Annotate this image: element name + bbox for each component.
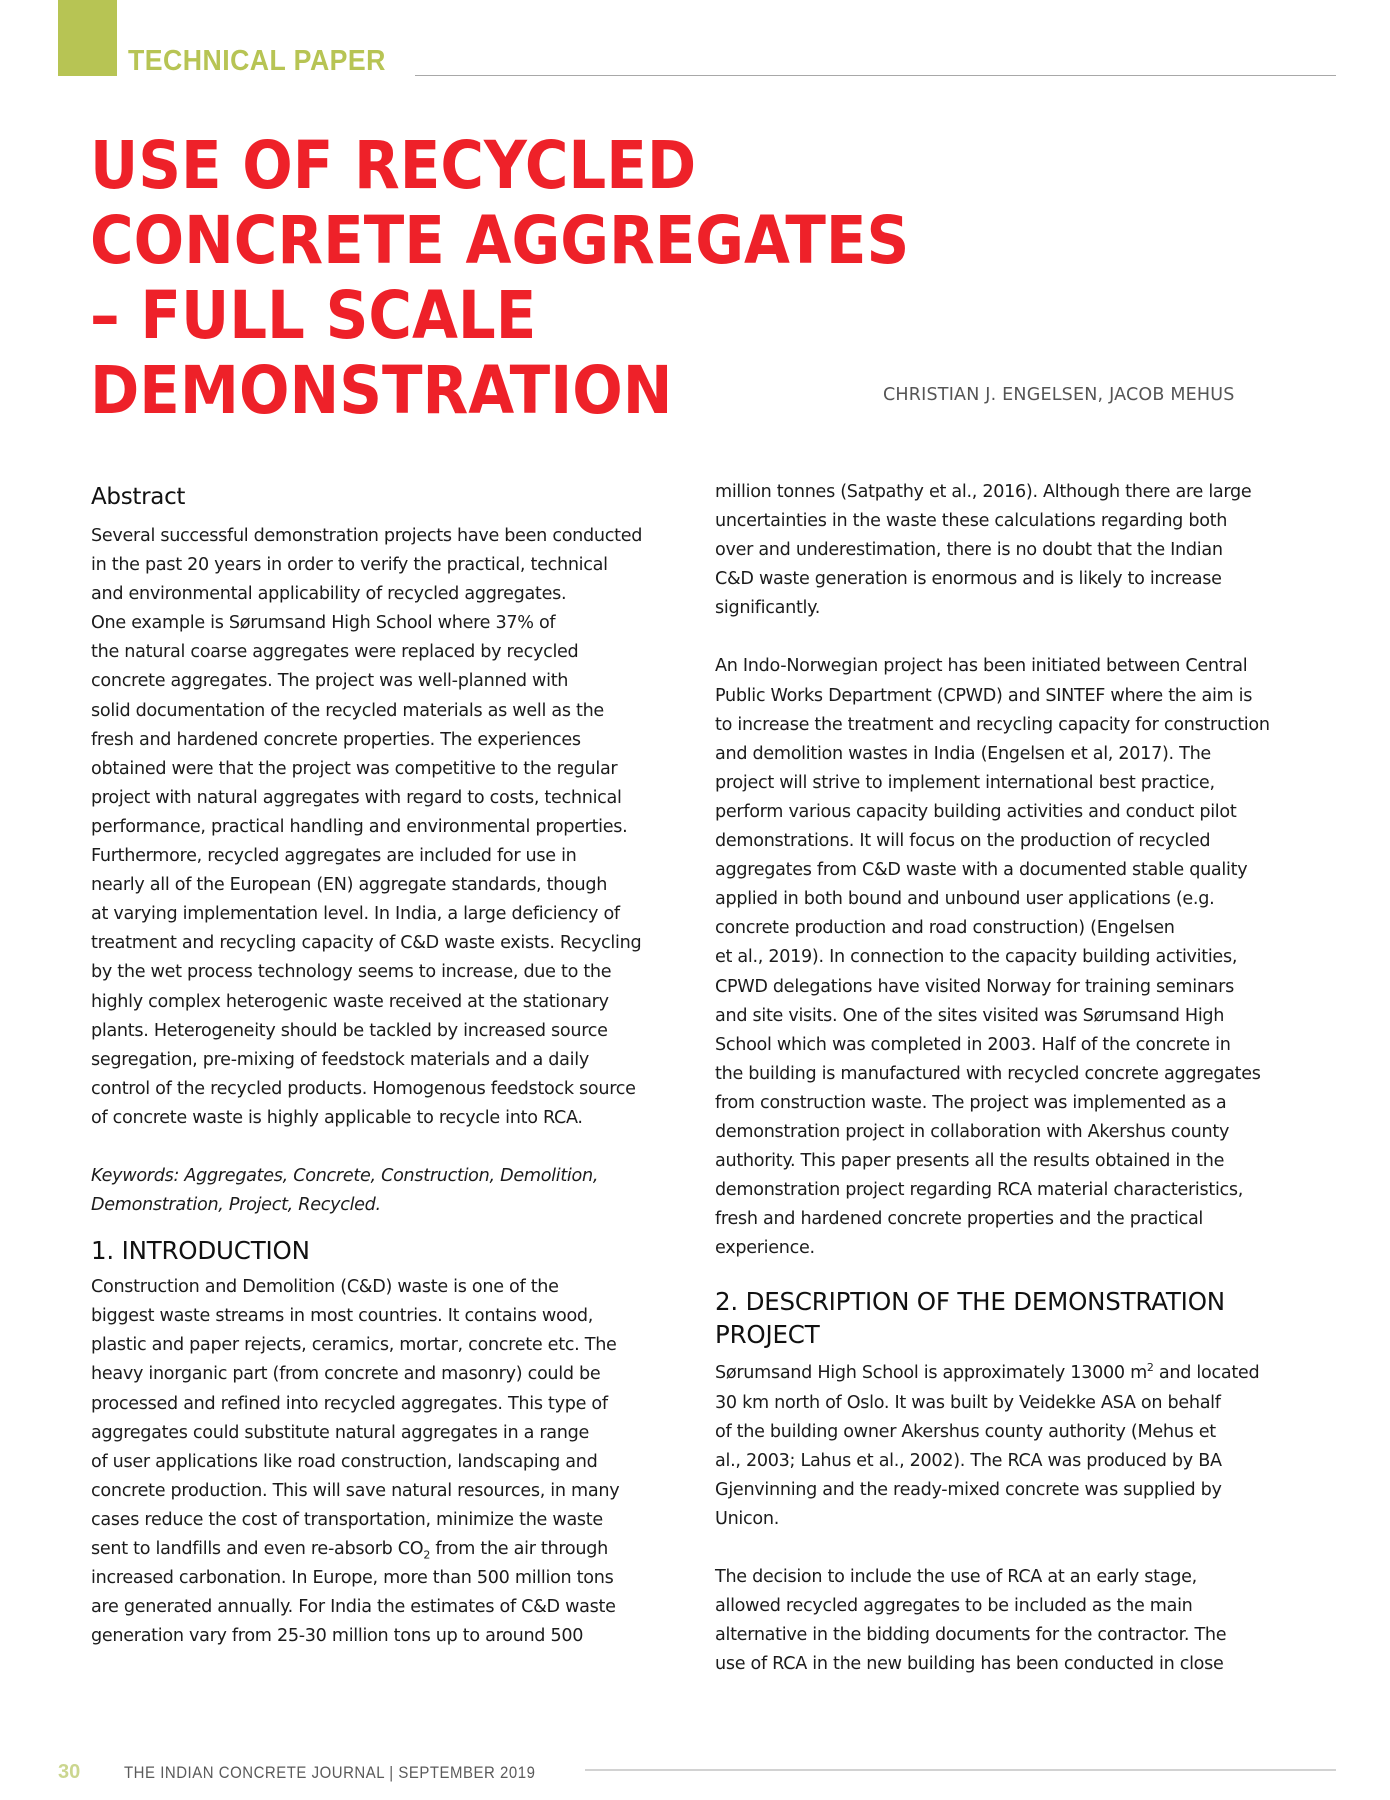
paragraph [715, 1359, 1325, 1534]
text-line: The decision to include the use of RCA at an early stage, [715, 1567, 1197, 1587]
text-line: by the wet process technology seems to increase, due to the [91, 962, 612, 983]
text-line: cases reduce the cost of transportation, minimize the waste [91, 1509, 603, 1530]
text-line: demonstration project regarding RCA material characteristics, [715, 1180, 1244, 1201]
text-line: fresh and hardened concrete properties and the practical [715, 1209, 1204, 1230]
text-line: the building is manufactured with recycled concrete aggregates [715, 1063, 1261, 1084]
text-line: and demolition wastes in India (Engelsen et al, 2017). The [715, 743, 1211, 764]
text-line: project will strive to implement international best practice, [715, 772, 1215, 793]
introduction-heading: 1. INTRODUCTION [91, 1236, 310, 1266]
text-line: to increase the treatment and recycling capacity for construction [715, 714, 1270, 735]
text-line: experience. [715, 1238, 815, 1259]
text-line: heavy inorganic part (from concrete and masonry) could be [91, 1364, 601, 1385]
text-line: Sørumsand High School is approximately 13000 $m^2$ and located [715, 1361, 1260, 1384]
text-line: demonstration project in collaboration with Akershus county [715, 1121, 1230, 1142]
text-line: alternative in the bidding documents for the contractor. The [715, 1625, 1227, 1646]
title-line: DEMONSTRATION [90, 352, 673, 429]
title-line: USE OF RECYCLED [90, 127, 697, 204]
text-line: authority. This paper presents all the results obtained in the [715, 1151, 1225, 1172]
text-line: use of RCA in the new building has been conducted in close [715, 1654, 1224, 1675]
text-line: highly complex heterogenic waste received at the stationary [91, 991, 609, 1012]
text-line: performance, practical handling and environmental properties. [91, 816, 628, 837]
text-line: increased carbonation. In Europe, more than 500 million tons [91, 1568, 614, 1589]
text-line: C&D waste generation is enormous and is likely to increase [715, 569, 1222, 590]
right-column [715, 478, 1325, 1679]
text-line: allowed recycled aggregates to be included as the main [715, 1596, 1193, 1617]
text-line: plants. Heterogeneity should be tackled by increased source [91, 1020, 608, 1041]
text-line: demonstrations. It will focus on the production of recycled [715, 831, 1211, 852]
abstract-body [91, 522, 691, 1133]
footer-divider [585, 1769, 1336, 1771]
text-line: solid documentation of the recycled materials as well as the [91, 700, 604, 721]
text-line: al., 2003; Lahus et al., 2002). The RCA was produced by BA [715, 1450, 1222, 1471]
text-line: project with natural aggregates with regard to costs, technical [91, 787, 622, 808]
text-line: Public Works Department (CPWD) and SINTEF where the aim is [715, 685, 1253, 706]
page-title [90, 128, 909, 428]
text-line: and site visits. One of the sites visited was Sørumsand High [715, 1005, 1225, 1026]
keywords-line: Keywords: Aggregates, Concrete, Construction, Demolition, [91, 1165, 599, 1186]
text-line: Several successful demonstration projects have been conducted [91, 526, 643, 546]
text-line: and environmental applicability of recycled aggregates. [91, 584, 567, 605]
text-line: from construction waste. The project was implemented as a [715, 1092, 1227, 1113]
text-line: applied in both bound and unbound user applications (e.g. [715, 889, 1215, 910]
text-line: Construction and Demolition (C&D) waste is one of the [91, 1277, 559, 1298]
text-line: segregation, pre-mixing of feedstock materials and a daily [91, 1049, 589, 1070]
text-line: Furthermore, recycled aggregates are included for use in [91, 846, 577, 867]
paragraph [715, 1563, 1325, 1679]
text-line: the natural coarse aggregates were replaced by recycled [91, 642, 579, 663]
title-line: CONCRETE AGGREGATES [90, 202, 910, 279]
text-line: obtained were that the project was competitive to the regular [91, 758, 618, 779]
text-line: School which was completed in 2003. Half of the concrete in [715, 1034, 1231, 1055]
text-line: over and underestimation, there is no doubt that the Indian [715, 540, 1223, 561]
text-line: at varying implementation level. In India, a large deficiency of [91, 904, 620, 925]
authors: CHRISTIAN J. ENGELSEN, JACOB MEHUS [883, 385, 1235, 405]
text-line: An Indo-Norwegian project has been initiated between Central [715, 656, 1248, 677]
section-label: TECHNICAL PAPER [128, 45, 386, 77]
text-line: uncertainties in the waste these calculations regarding both [715, 511, 1228, 532]
text-line: aggregates from C&D waste with a documented stable quality [715, 860, 1248, 881]
text-line: One example is Sørumsand High School where 37% of [91, 613, 556, 634]
header-divider [415, 75, 1336, 76]
text-line: fresh and hardened concrete properties. The experiences [91, 729, 581, 750]
abstract-heading: Abstract [91, 484, 186, 510]
title-line: – FULL SCALE [90, 277, 537, 354]
keywords-line: Demonstration, Project, Recycled. [91, 1195, 381, 1216]
text-line: Gjenvinning and the ready-mixed concrete was supplied by [715, 1479, 1222, 1500]
text-line: concrete production and road construction) (Engelsen [715, 918, 1175, 939]
text-line: treatment and recycling capacity of C&D waste exists. Recycling [91, 933, 642, 954]
section-color-block [58, 0, 117, 76]
text-line: concrete production. This will save natural resources, in many [91, 1480, 620, 1501]
text-line: of the building owner Akershus county authority (Mehus et [715, 1421, 1216, 1442]
text-line: of concrete waste is highly applicable to recycle into RCA. [91, 1107, 583, 1128]
section2-heading: 2. DESCRIPTION OF THE DEMONSTRATION PROJECT [715, 1287, 1225, 1350]
text-line: generation vary from 25-30 million tons up to around 500 [91, 1626, 584, 1647]
text-line: in the past 20 years in order to verify the practical, technical [91, 555, 608, 576]
text-line: perform various capacity building activities and conduct pilot [715, 801, 1237, 822]
left-column [91, 482, 691, 1651]
text-line: aggregates could substitute natural aggregates in a range [91, 1422, 590, 1443]
text-line: processed and refined into recycled aggregates. This type of [91, 1393, 608, 1414]
paragraph [715, 652, 1325, 1263]
text-line: plastic and paper rejects, ceramics, mortar, concrete etc. The [91, 1335, 617, 1356]
text-line: concrete aggregates. The project was well-planned with [91, 671, 569, 692]
text-line: CPWD delegations have visited Norway for training seminars [715, 976, 1234, 997]
page-number: 30 [58, 1761, 81, 1783]
text-line: sent to landfills and even re-absorb $CO_2$ from the air through [91, 1539, 608, 1562]
paragraph [715, 478, 1325, 623]
journal-footer: THE INDIAN CONCRETE JOURNAL | SEPTEMBER 2019 [124, 1763, 536, 1782]
text-line: are generated annually. For India the estimates of C&D waste [91, 1597, 616, 1618]
text-line: of user applications like road construction, landscaping and [91, 1451, 598, 1472]
text-line: significantly. [715, 598, 821, 619]
text-line: biggest waste streams in most countries. It contains wood, [91, 1306, 594, 1327]
text-line: 30 km north of Oslo. It was built by Veidekke ASA on behalf [715, 1392, 1221, 1413]
text-line: et al., 2019). In connection to the capacity building activities, [715, 947, 1238, 968]
introduction-body [91, 1273, 691, 1651]
text-line: nearly all of the European (EN) aggregate standards, though [91, 875, 608, 896]
text-line: million tonnes (Satpathy et al., 2016). Although there are large [715, 482, 1252, 502]
keywords [91, 1162, 691, 1220]
text-line: Unicon. [715, 1508, 779, 1529]
text-line: control of the recycled products. Homogenous feedstock source [91, 1078, 636, 1099]
